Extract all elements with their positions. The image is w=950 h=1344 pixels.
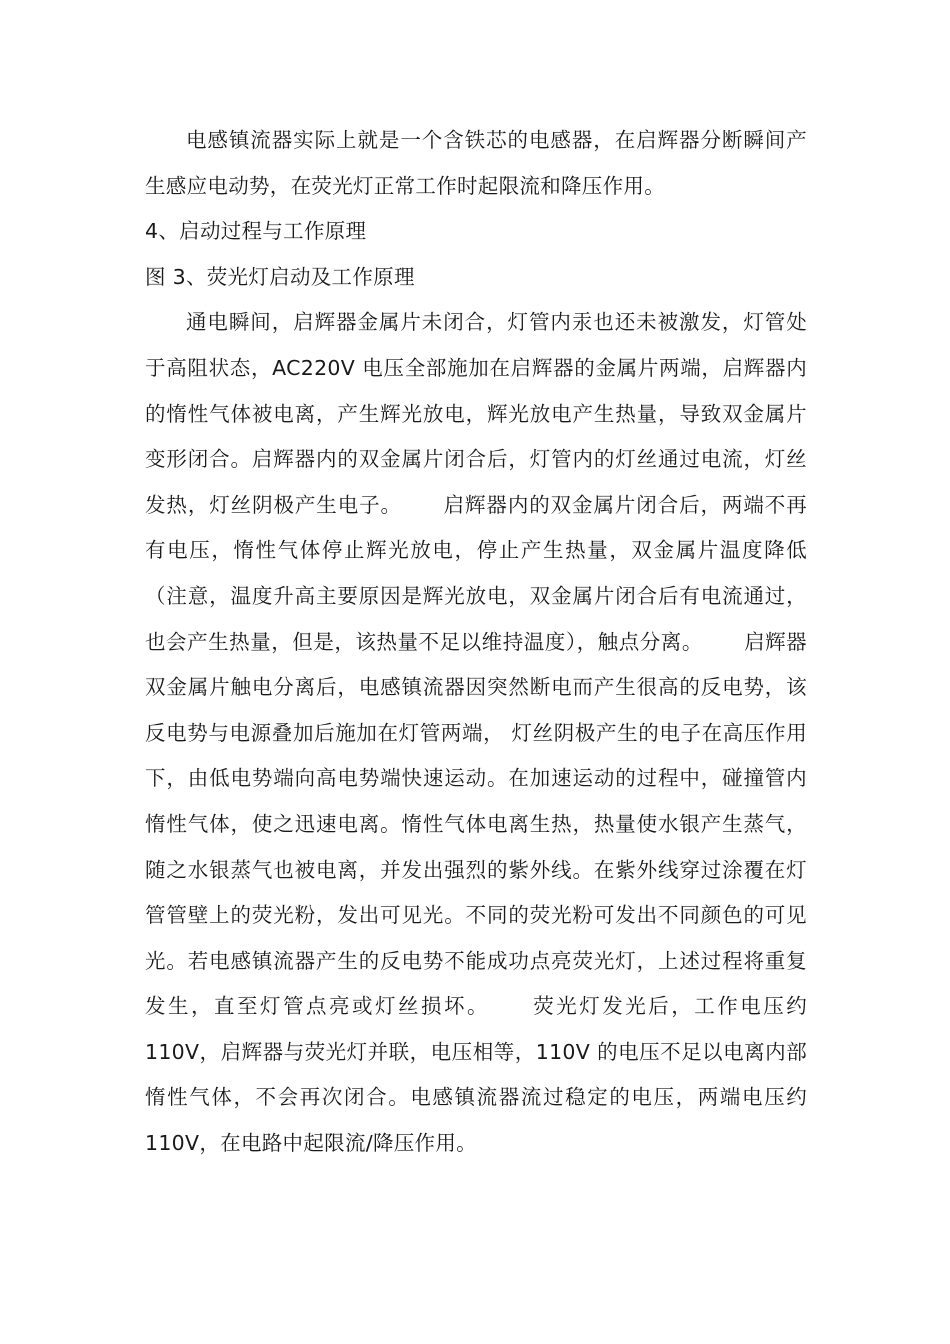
text-segment: 图 3、荧光灯启动及工作原理 [145, 264, 415, 289]
paragraph-working-principle [145, 300, 807, 1166]
text-segment: 启辉器双金属片触电分离后，电感镇流器因突然断电而产生很高的反电势，该反电势与电源叠加后施加在灯管两端， 灯丝阴极产生的电子在高压作用下，由低电势端向高电势端快速运动。在加速运动的过程中，碰撞管内惰性气体，使之迅速电离。惰性气体电离生热，热量使水银产生蒸气，随之水银蒸气也被电离，并发出强烈的紫外线。在紫外线穿过涂覆在灯管管壁上的荧光粉，发出可见光。不同的荧光粉可发出不同颜色的可见光。若电感镇流器产生的反电势不能成功点亮荧光灯，上述过程将重复发生，直至灯管点亮或灯丝损坏。 [145, 629, 807, 1019]
text-segment: 荧光灯发光后，工作电压约 110V，启辉器与荧光灯并联，电压相等，110V 的电压不足以电离内部惰性气体，不会再次闭合。电感镇流器流过稳定的电压，两端电压约 110V，在电路中起限流/降压作用。 [145, 994, 807, 1156]
text-segment: 启辉器内的双金属片闭合后，两端不再有电压，惰性气体停止辉光放电，停止产生热量，双金属片温度降低（注意，温度升高主要原因是辉光放电，双金属片闭合后有电流通过，也会产生热量，但是，该热量不足以维持温度），触点分离。 [145, 492, 807, 654]
text-segment: 4、启动过程与工作原理 [145, 219, 367, 244]
document-body [145, 118, 807, 1167]
section-heading [145, 209, 807, 255]
paragraph-ballast-intro [145, 118, 807, 209]
figure-caption [145, 255, 807, 301]
text-segment: 电感镇流器实际上就是一个含铁芯的电感器，在启辉器分断瞬间产生感应电动势，在荧光灯正常工作时起限流和降压作用。 [145, 128, 807, 198]
text-segment: 通电瞬间，启辉器金属片未闭合，灯管内汞也还未被激发，灯管处于高阻状态，AC220V 电压全部施加在启辉器的金属片两端，启辉器内的惰性气体被电离，产生辉光放电，辉光放电产生热量，导致双金属片变形闭合。启辉器内的双金属片闭合后，灯管内的灯丝通过电流，灯丝发热，灯丝阴极产生电子。 [145, 310, 807, 517]
